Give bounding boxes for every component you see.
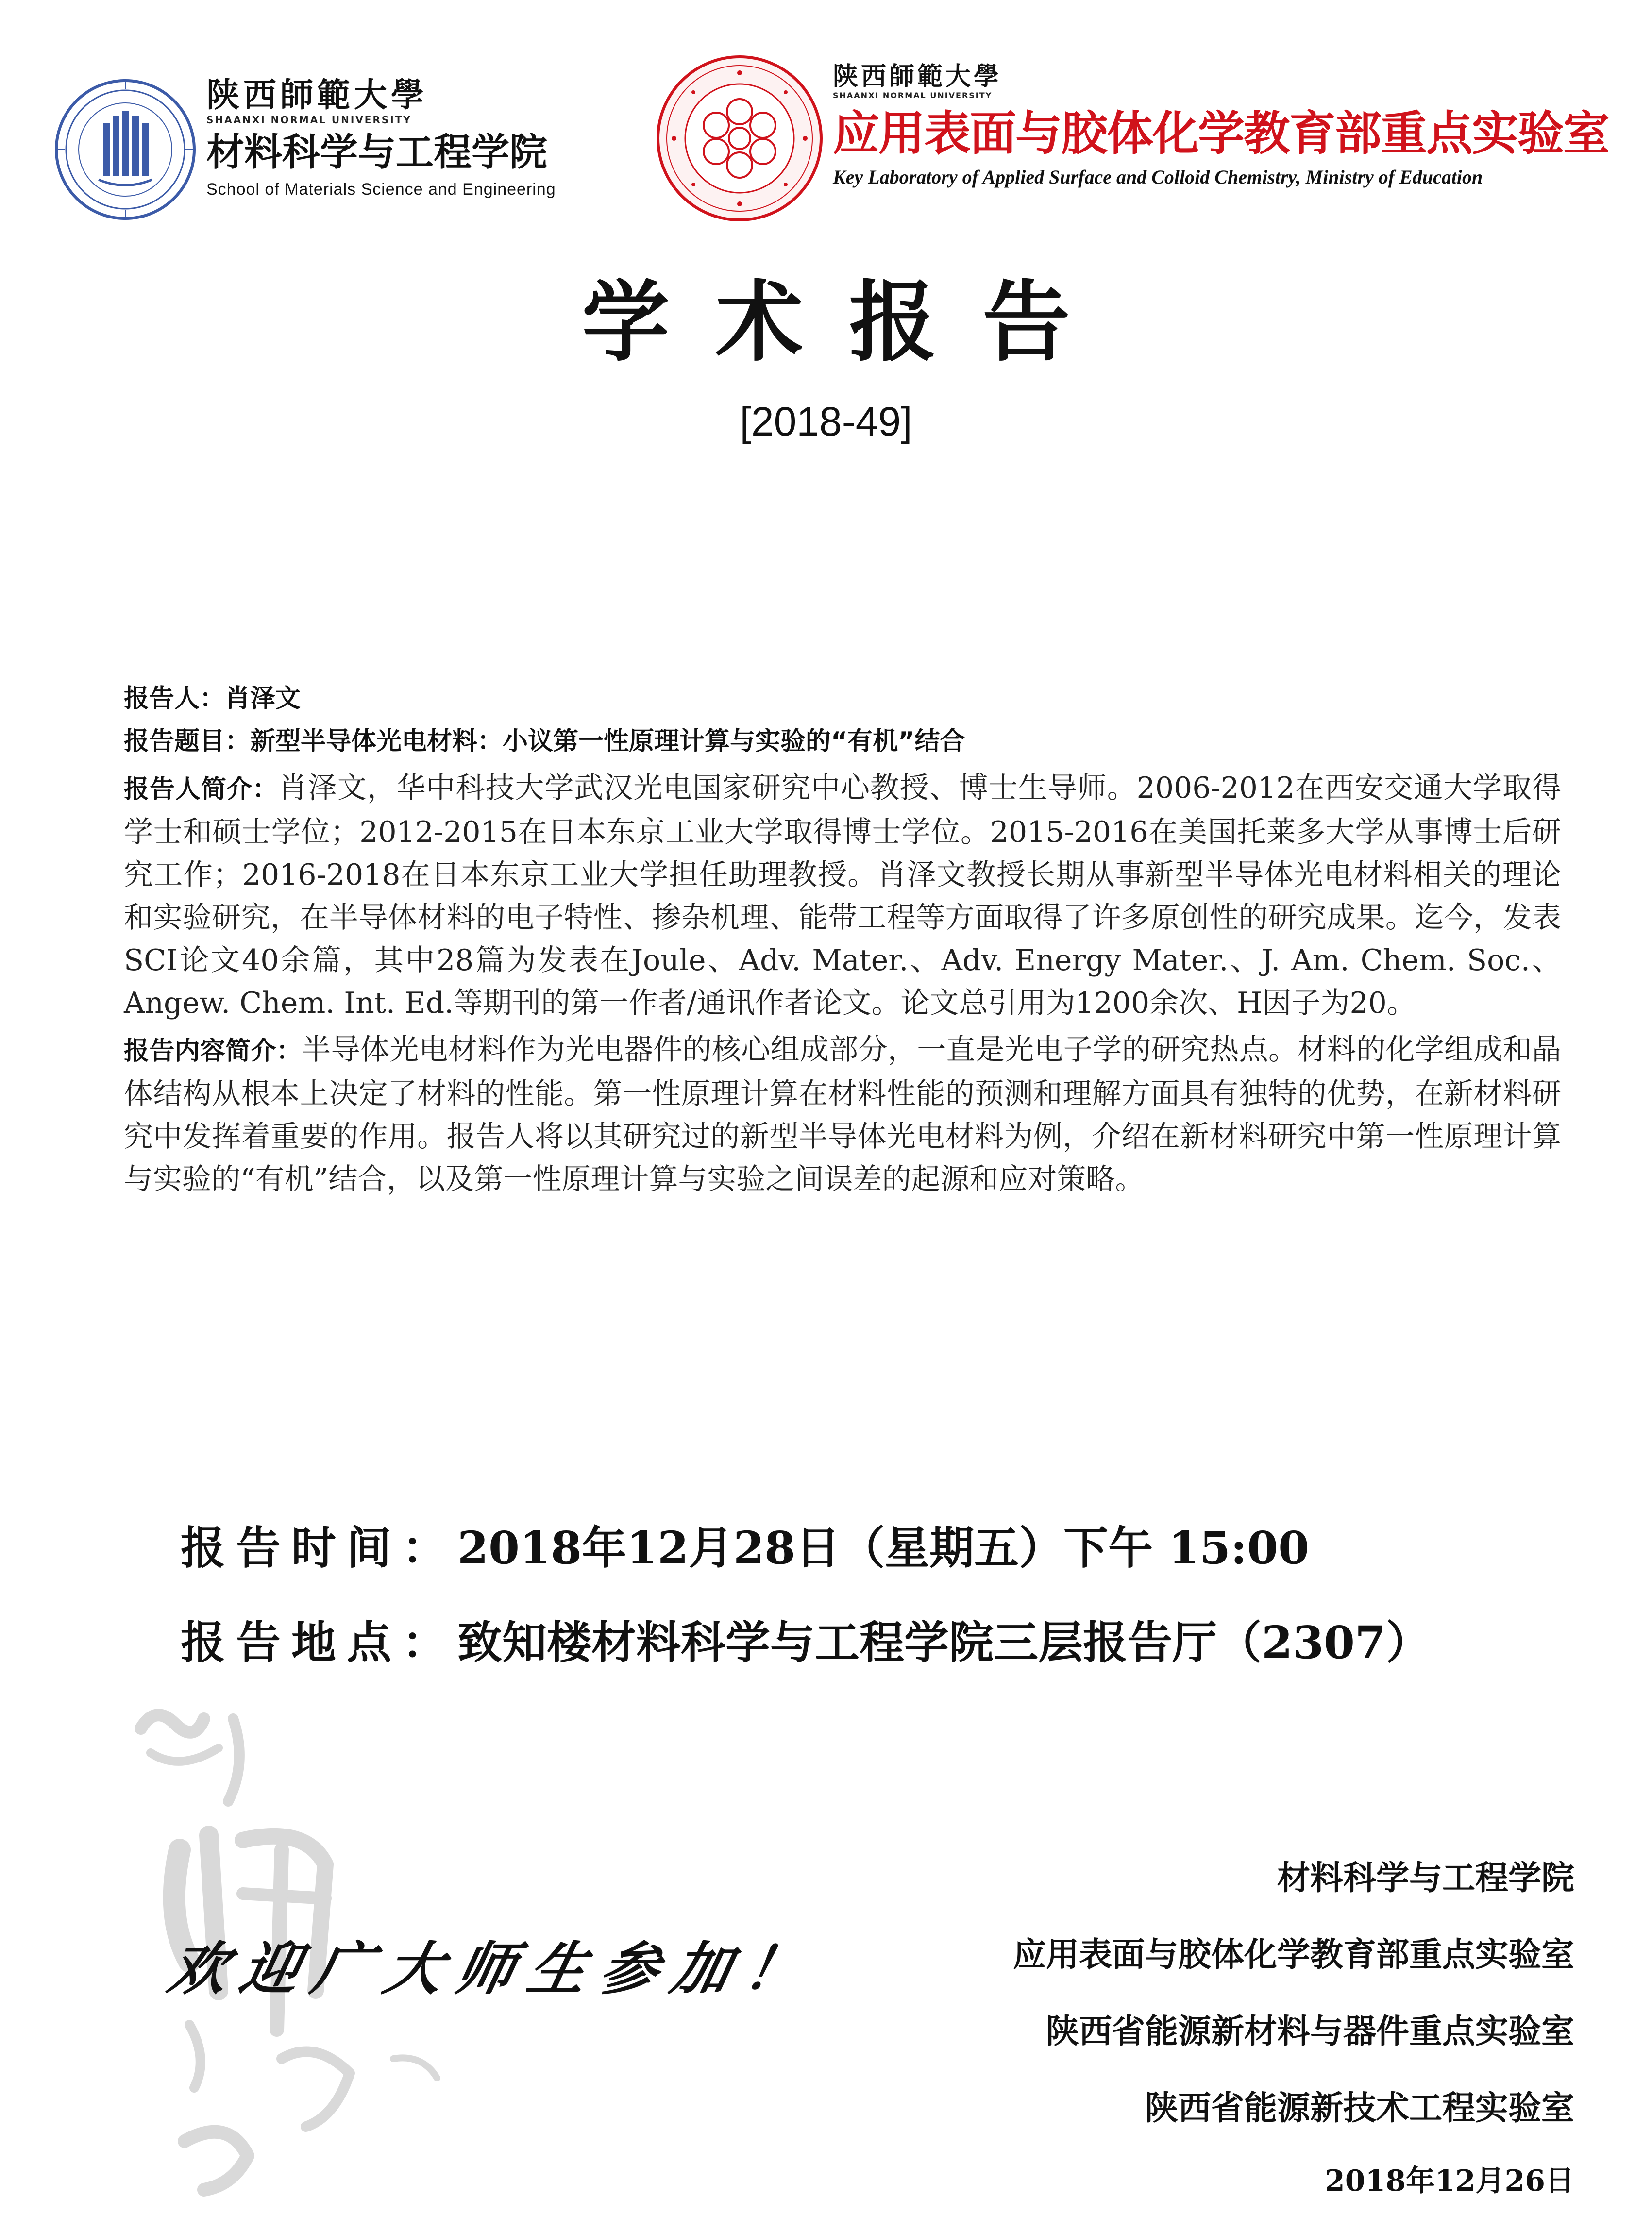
lab-university-name-en: SHAANXI NORMAL UNIVERSITY [833, 91, 993, 100]
page-title: 学术报告 [582, 272, 1116, 373]
lab-name-cn: 应用表面与胶体化学教育部重点实验室 [833, 106, 1609, 161]
university-name-en: SHAANXI NORMAL UNIVERSITY [206, 114, 412, 126]
organizer-item: 陕西省能源新材料与器件重点实验室 [1045, 2013, 1574, 2051]
organizer-item: 材料科学与工程学院 [1277, 1859, 1574, 1897]
organizer-item: 应用表面与胶体化学教育部重点实验室 [1012, 1936, 1574, 1974]
lab-university-name-cn: 陕西師範大學 [833, 62, 1002, 91]
report-time [181, 1512, 1309, 1577]
report-place-value: 致知楼材料科学与工程学院三层报告厅（2307） [457, 1616, 1431, 1669]
university-name-cn: 陕西師範大學 [206, 76, 428, 115]
organizer-item: 陕西省能源新技术工程实验室 [1145, 2089, 1574, 2128]
lab-name-en: Key Laboratory of Applied Surface and Colloid Chemistry, Ministry of Education [833, 166, 1483, 188]
speaker-bio-label: 报告人简介： [124, 775, 278, 804]
abstract-label: 报告内容简介： [124, 1037, 302, 1066]
speaker-line: 报告人：肖泽文 [124, 684, 301, 713]
report-abstract [124, 1028, 1561, 1201]
lab-header [833, 63, 1609, 189]
report-time-label: 报告时间： [181, 1522, 458, 1574]
school-seal-logo [52, 77, 198, 222]
school-name-cn: 材料科学与工程学院 [206, 131, 548, 174]
organizers-list [1013, 1840, 1574, 2215]
report-place-label: 报告地点： [181, 1617, 458, 1669]
school-name-en: School of Materials Science and Engineering [206, 180, 556, 199]
report-time-value: 2018年12月28日（星期五）下午 15:00 [457, 1522, 1310, 1574]
school-header [206, 78, 556, 200]
report-details [124, 677, 1561, 1201]
abstract-text: 半导体光电材料作为光电器件的核心组成部分，一直是光电子学的研究热点。材料的化学组成和晶体结构从根本上决定了材料的性能。第一性原理计算在材料性能的预测和理解方面具有独特的优势，在新材料研究中发挥着重要的作用。报告人将以其研究过的新型半导体光电材料为例，介绍在新材料研究中第一性原理计算与实验的“有机”结合，以及第一性原理计算与实验之间误差的起源和应对策略。 [124, 1033, 1561, 1196]
report-place [181, 1607, 1431, 1671]
issue-date: 2018年12月26日 [1325, 2164, 1574, 2198]
speaker-bio [124, 767, 1561, 1024]
welcome-message: 欢迎广大师生参加！ [163, 1935, 824, 2002]
report-number: [2018-49] [740, 399, 912, 444]
lab-seal-logo [655, 53, 825, 223]
speaker-bio-text: 肖泽文，华中科技大学武汉光电国家研究中心教授、博士生导师。2006-2012在西安交通大学取得学士和硕士学位；2012-2015在日本东京工业大学取得博士学位。2015-2016在美国托莱多大学从事博士后研究工作；2016-2018在日本东京工业大学担任助理教授。肖泽文教授长期从事新型半导体光电材料相关的理论和实验研究，在半导体材料的电子特性、掺杂机理、能带工程等方面取得了许多原创性的研究成果。迄今，发表SCI论文40余篇，其中28篇为发表在Joule、Adv. Mater.、Adv. Energy Mater.、J. Am. Chem. Soc.、Angew. Chem. Int. Ed.等期刊的第一作者/通讯作者论文。论文总引用为1200余次、H因子为20。 [124, 771, 1561, 1020]
topic-line: 报告题目：新型半导体光电材料：小议第一性原理计算与实验的“有机”结合 [124, 727, 965, 756]
